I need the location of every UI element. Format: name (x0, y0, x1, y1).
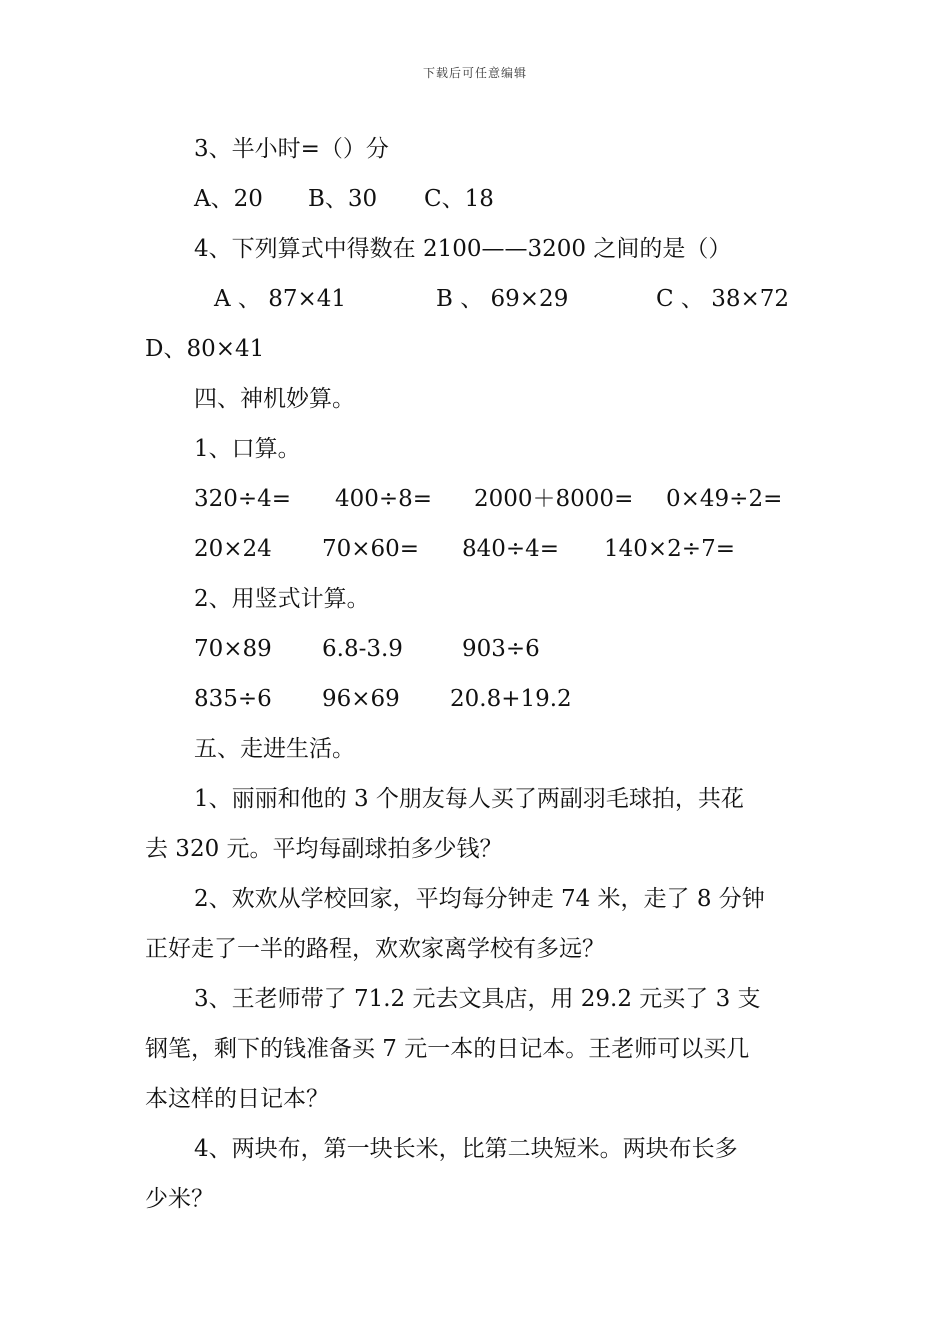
option-c: C 、 38×72 (656, 286, 790, 312)
problem-2-line-1: 2、欢欢从学校回家，平均每分钟走 74 米，走了 8 分钟 (194, 886, 765, 912)
problem-3-line-1: 3、王老师带了 71.2 元去文具店，用 29.2 元买了 3 支 (194, 986, 761, 1012)
oral-item: 840÷4= (462, 536, 560, 562)
section-4-title: 四、神机妙算。 (194, 386, 355, 412)
question-4-stem: 4、下列算式中得数在 2100——3200 之间的是（） (194, 236, 732, 262)
problem-4-line-2: 少米？ (145, 1186, 214, 1212)
vertical-item: 903÷6 (462, 636, 540, 662)
option-b: B、30 (308, 186, 378, 212)
vertical-item: 6.8-3.9 (322, 636, 403, 662)
problem-3-line-3: 本这样的日记本？ (145, 1086, 329, 1112)
oral-item: 320÷4= (194, 486, 292, 512)
oral-item: 70×60= (322, 536, 420, 562)
problem-3-line-2: 钢笔，剩下的钱准备买 7 元一本的日记本。王老师可以买几 (145, 1036, 750, 1062)
section-5-title: 五、走进生活。 (194, 736, 355, 762)
oral-item: 400÷8= (335, 486, 433, 512)
vertical-item: 96×69 (322, 686, 400, 712)
question-3-stem: 3、半小时=（）分 (194, 136, 389, 162)
option-d: D、80×41 (145, 336, 265, 362)
oral-item: 20×24 (194, 536, 272, 562)
problem-1-line-1: 1、丽丽和他的 3 个朋友每人买了两副羽毛球拍，共花 (194, 786, 744, 812)
page-header: 下载后可任意编辑 (422, 66, 527, 80)
problem-2-line-2: 正好走了一半的路程，欢欢家离学校有多远？ (145, 936, 605, 962)
vertical-calc-title: 2、用竖式计算。 (194, 586, 370, 612)
oral-item: 0×49÷2= (666, 486, 783, 512)
problem-1-line-2: 去 320 元。平均每副球拍多少钱？ (145, 836, 503, 862)
option-a: A、20 (194, 186, 263, 212)
problem-4-line-1: 4、两块布，第一块长米，比第二块短米。两块布长多 (194, 1136, 738, 1162)
option-a: A 、 87×41 (214, 286, 347, 312)
vertical-item: 70×89 (194, 636, 272, 662)
oral-item: 2000＋8000= (474, 486, 634, 512)
option-b: B 、 69×29 (436, 286, 569, 312)
oral-item: 140×2÷7= (604, 536, 735, 562)
oral-calc-title: 1、口算。 (194, 436, 301, 462)
vertical-item: 835÷6 (194, 686, 272, 712)
option-c: C、18 (424, 186, 494, 212)
vertical-item: 20.8+19.2 (450, 686, 572, 712)
